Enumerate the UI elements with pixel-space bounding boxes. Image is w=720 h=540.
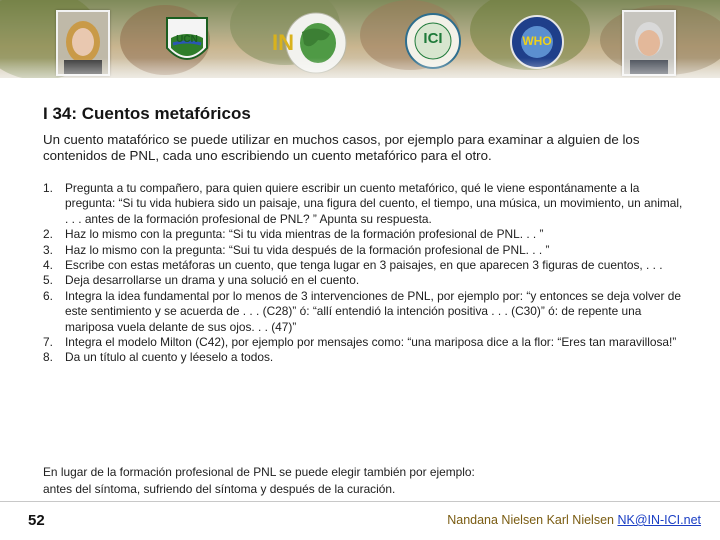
list-item-text: Haz lo mismo con la pregunta: “Sui tu vida después de la formación profesional de PNL. . . ” bbox=[65, 242, 550, 257]
list-item bbox=[43, 335, 683, 350]
ucn-logo-text: UCN bbox=[176, 34, 198, 45]
footer-email-link[interactable]: NK@IN-ICI.net bbox=[617, 513, 701, 527]
intro-paragraph: Un cuento matafórico se puede utilizar en muchos casos, por ejemplo para examinar a alguien de los contenidos de PNL, cada uno escribiendo un cuento metafórico para el otro. bbox=[43, 132, 640, 163]
list-item-text: Integra la idea fundamental por lo menos de 3 intervenciones de PNL, por ejemplo por: “y entonces se deja volver de este sentimiento y se acuerda de . . . (C28)” ó: “allí entendió la intención positiva . . . (C30)” ó: de repente una mariposa vuela delante de sus ojos. . . (47)” bbox=[65, 288, 682, 334]
banner-fade bbox=[0, 58, 720, 98]
list-item-number: 8. bbox=[43, 350, 53, 365]
list-item bbox=[43, 181, 683, 227]
slide-title: I 34: Cuentos metafóricos bbox=[43, 104, 251, 123]
list-item-text: Da un título al cuento y léeselo a todos. bbox=[65, 350, 274, 365]
who-logo-text: WHO bbox=[522, 34, 552, 48]
list-item bbox=[43, 243, 683, 258]
list-item-text: Pregunta a tu compañero, para quien quiere escribir un cuento metafórico, qué le viene espontánamente a la pregunta: “Si tu vida hubiera sido un paisaje, una figura del cuento, el tiempo, una música, un movimiento, un animal, . . . antes de la formación profesional de PNL? ” Apunta su respuesta. bbox=[65, 181, 683, 226]
footer-credits bbox=[447, 513, 701, 527]
list-item-text: Integra el modelo Milton (C42), por ejemplo por mensajes como: “una mariposa dice a la flor: “Eres tan maravillosa!” bbox=[65, 335, 677, 350]
list-item-text: Deja desarrollarse un drama y una solució en el cuento. bbox=[65, 273, 360, 288]
list-item bbox=[43, 227, 683, 242]
ici-logo-text: ICI bbox=[423, 30, 443, 47]
footer-divider bbox=[0, 501, 720, 502]
list-item bbox=[43, 258, 683, 273]
list-item-number: 1. bbox=[43, 181, 53, 195]
closing-paragraph bbox=[43, 464, 683, 497]
list-item bbox=[43, 273, 683, 288]
closing-line: En lugar de la formación profesional de PNL se puede elegir también por ejemplo: bbox=[43, 465, 475, 479]
closing-line: antes del síntoma, sufriendo del síntoma y después de la curación. bbox=[43, 481, 396, 496]
list-item bbox=[43, 350, 683, 365]
list-item-number: 7. bbox=[43, 335, 53, 350]
list-item-number: 4. bbox=[43, 258, 53, 273]
footer-authors: Nandana Nielsen Karl Nielsen bbox=[447, 513, 618, 527]
list-item-number: 6. bbox=[43, 288, 53, 303]
list-item-number: 5. bbox=[43, 273, 53, 288]
list-item bbox=[43, 289, 683, 335]
steps-list bbox=[43, 181, 683, 366]
list-item-text: Haz lo mismo con la pregunta: “Si tu vida mientras de la formación profesional de PNL. . . ” bbox=[65, 227, 544, 242]
list-item-number: 3. bbox=[43, 242, 53, 257]
list-item-text: Escribe con estas metáforas un cuento, que tenga lugar en 3 paisajes, en que aparecen 3 figuras de cuentos, . . . bbox=[65, 258, 663, 273]
in-logo-text: IN bbox=[272, 30, 294, 55]
list-item-number: 2. bbox=[43, 227, 53, 242]
page-number: 52 bbox=[28, 512, 45, 529]
